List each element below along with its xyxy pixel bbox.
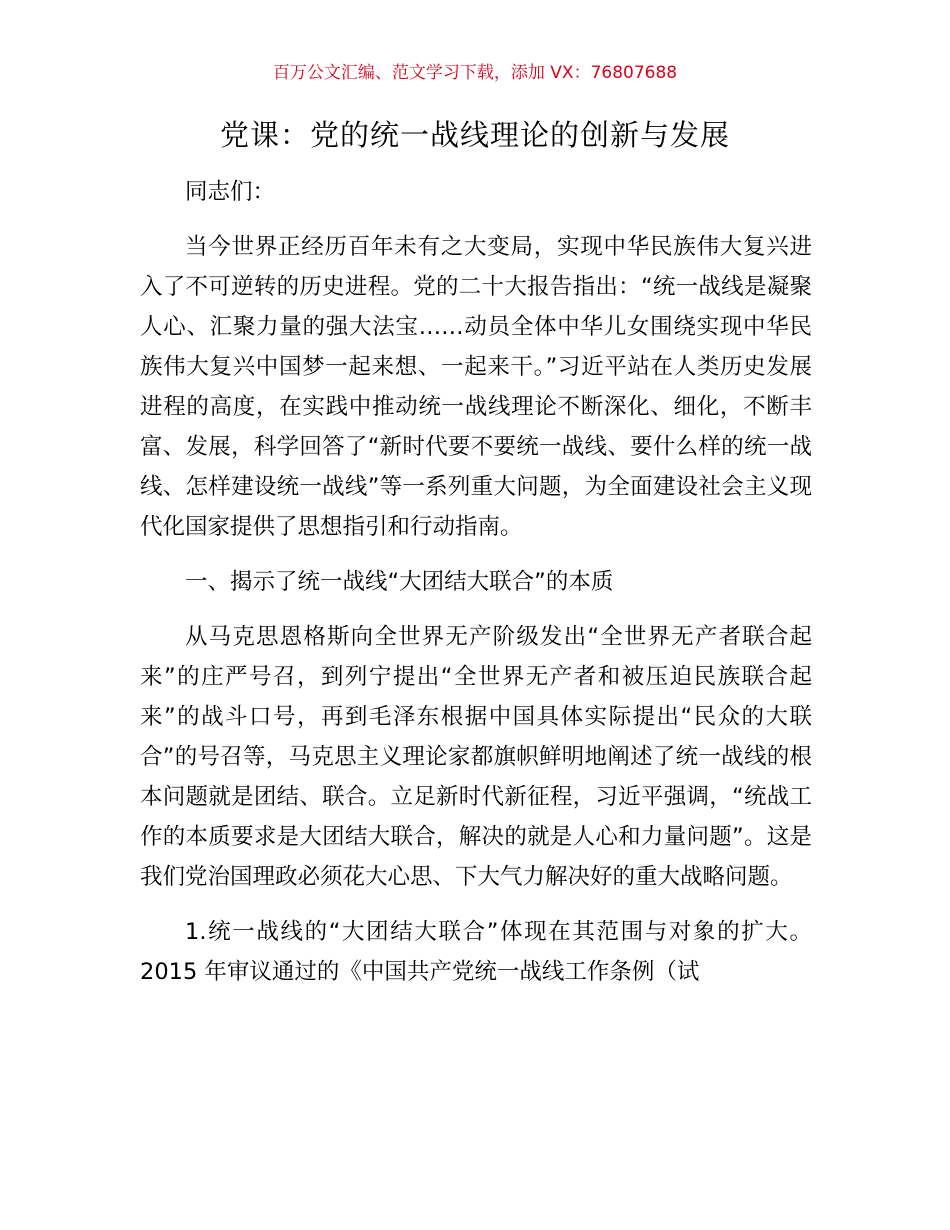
section-heading-1: 一、揭示了统一战线“大团结大联合”的本质 — [185, 569, 614, 595]
paragraph-section-1: 从马克思恩格斯向全世界无产阶级发出“全世界无产者联合起来”的庄严号召，到列宁提出“全世界无产者和被压迫民族联合起来”的战斗口号，再到毛泽东根据中国具体实际提出“民众的大联合”的号召等，马克思主义理论家都旗帜鲜明地阐述了统一战线的根本问题就是团结、联合。立足新时代新征程，习近平强调，“统战工作的本质要求是大团结大联合，解决的就是人心和力量问题”。这是我们党治国理政必须花大心思、下大气力解决好的重大战略问题。 — [140, 624, 812, 890]
greeting: 同志们： — [185, 179, 276, 205]
document-body — [140, 172, 812, 1007]
header-watermark-note: 百万公文汇编、范文学习下载，添加 VX：76807688 — [272, 63, 678, 83]
document-title: 党课：党的统一战线理论的创新与发展 — [219, 118, 730, 152]
paragraph-intro: 当今世界正经历百年未有之大变局，实现中华民族伟大复兴进入了不可逆转的历史进程。党的二十大报告指出：“统一战线是凝聚人心、汇聚力量的强大法宝……动员全体中华儿女围绕实现中华民族伟大复兴中国梦一起来想、一起来干。”习近平站在人类历史发展进程的高度，在实践中推动统一战线理论不断深化、细化，不断丰富、发展，科学回答了“新时代要不要统一战线、要什么样的统一战线、怎样建设统一战线”等一系列重大问题，为全面建设社会主义现代化国家提供了思想指引和行动指南。 — [140, 234, 812, 540]
paragraph-subpoint-1: 1.统一战线的“大团结大联合”体现在其范围与对象的扩大。2015 年审议通过的《中国共产党统一战线工作条例（试 — [140, 919, 812, 985]
